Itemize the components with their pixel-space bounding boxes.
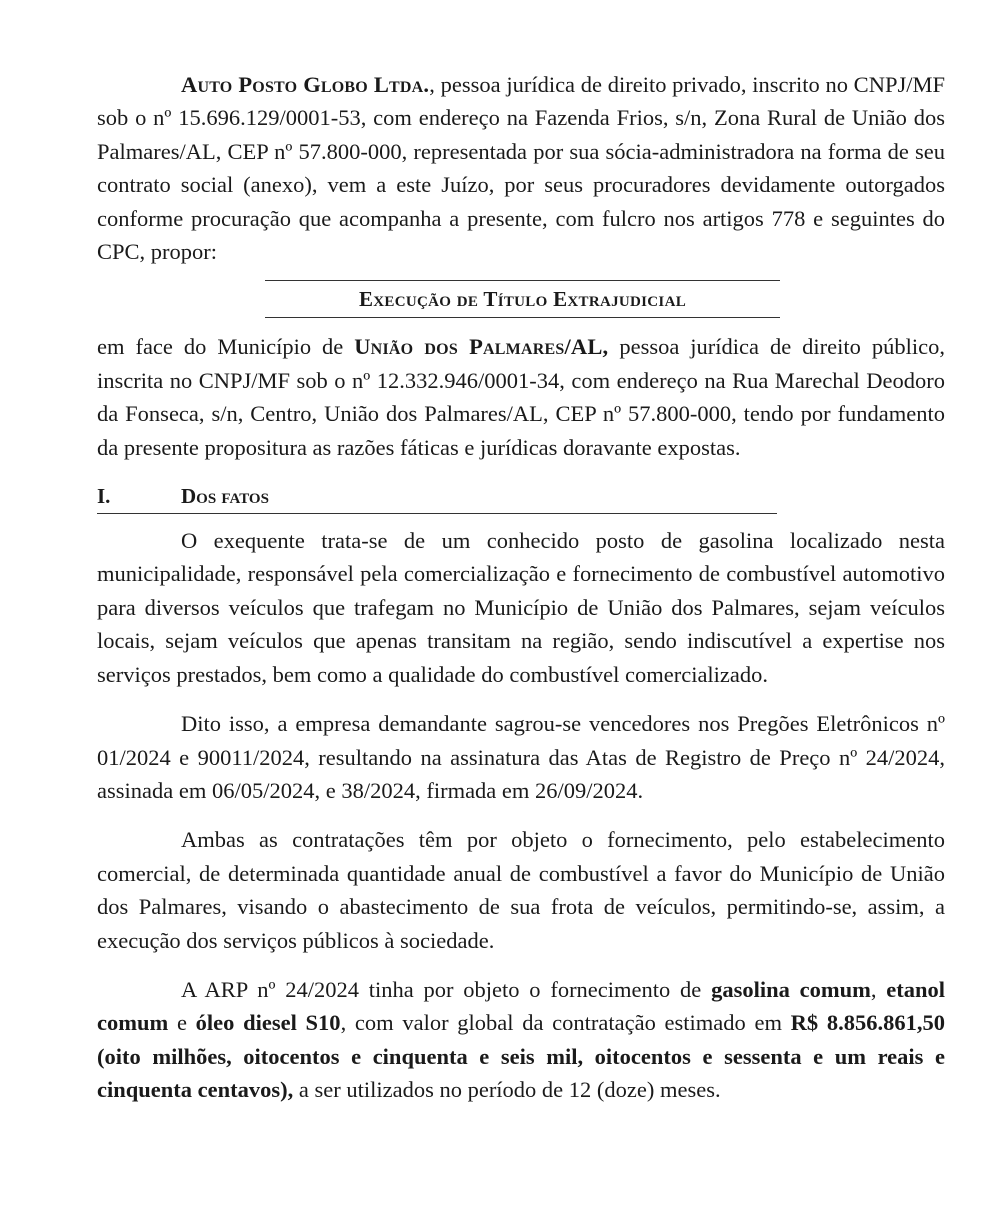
fuel-diesel: óleo diesel S10 [195,1010,341,1036]
p4-text-3: e [168,1010,196,1036]
plaintiff-name: Auto Posto Globo Ltda. [181,72,430,97]
facts-paragraph-1: O exequente trata-se de um conhecido posto de gasolina localizado nesta municipalidade, responsável pela comercialização e fornecimento de combustível automotivo para diversos veículos que trafegam no Município de União dos Palmares, sejam veículos locais, sejam veículos que apenas transitam na região, sendo indiscutível a expertise nos serviços prestados, bem como a qualidade do combustível comercializado. [97,528,945,687]
contract-value: R$ 8.856.861,50 (oito milhões, oitocentos e cinquenta e seis mil, oitocentos e sessenta e um reais e cinquenta centavos), [97,1010,946,1103]
document-page [97,68,945,1107]
p4-text-1: A ARP nº 24/2024 tinha por objeto o fornecimento de [181,976,712,1002]
facts-paragraph-2: Dito isso, a empresa demandante sagrou-se vencedores nos Pregões Eletrônicos nº 01/2024 e 90011/2024, resultando na assinatura das Atas de Registro de Preço nº 24/2024, assinada em 06/05/2024, e 38/2024, firmada em 26/09/2024. [97,711,945,803]
fuel-gasoline: gasolina comum [711,976,871,1002]
fuel-ethanol: etanol comum [97,976,945,1036]
facts-paragraph-4 [97,973,945,1107]
facts-paragraph-3: Ambas as contratações têm por objeto o fornecimento, pelo estabelecimento comercial, de determinada quantidade anual de combustível a favor do Município de União dos Palmares, visando o abastecimento de sua frota de veículos, permitindo-se, assim, a execução dos serviços públicos à sociedade. [97,827,945,953]
action-title: Execução de Título Extrajudicial [358,287,687,312]
p4-text-5: a ser utilizados no período de 12 (doze) meses. [293,1077,721,1103]
defendant-text: pessoa jurídica de direito público, inscrita no CNPJ/MF sob o nº 12.332.946/0001-34, com endereço na Rua Marechal Deodoro da Fonseca, s/n, Centro, União dos Palmares/AL, CEP nº 57.800-000, tendo por fundamento da presente propositura as razões fáticas e jurídicas doravante expostas. [97,334,945,460]
intro-paragraph [97,68,945,268]
p4-text-2: , [870,976,887,1002]
intro-text: , pessoa jurídica de direito privado, inscrito no CNPJ/MF sob o nº 15.696.129/0001-53, com endereço na Fazenda Frios, s/n, Zona Rural de União dos Palmares/AL, CEP nº 57.800-000, representada por sua sócia-administradora na forma de seu contrato social (anexo), vem a este Juízo, por seus procuradores devidamente outorgados conforme procuração que acompanha a presente, com fulcro nos artigos 778 e seguintes do CPC, propor: [97,72,945,265]
defendant-prefix: em face do Município de [97,334,355,360]
section-number: I. [97,484,111,509]
defendant-paragraph [97,330,945,464]
section-title: Dos fatos [181,484,269,509]
defendant-name: União dos Palmares/AL, [354,334,609,360]
p4-text-4: , com valor global da contratação estimado em [340,1010,791,1036]
action-title-block [265,280,780,318]
section-heading [97,484,777,514]
